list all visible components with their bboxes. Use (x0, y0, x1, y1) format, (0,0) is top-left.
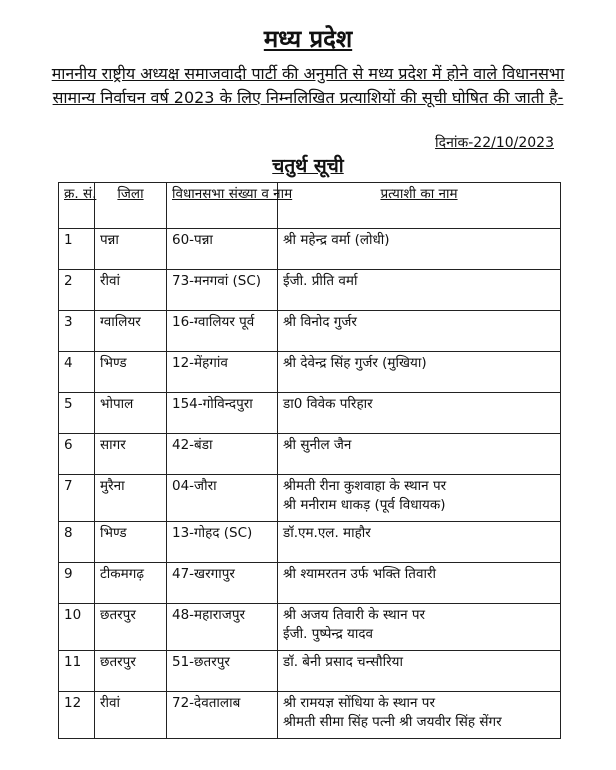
row-constituency-cell: 154-गोविन्दपुरा (167, 393, 278, 434)
row-district-cell: भिण्ड (95, 522, 167, 563)
row-constituency-cell: 47-खरगापुर (167, 563, 278, 604)
candidate-name-line: डॉ. बेनी प्रसाद चन्सौरिया (283, 654, 403, 670)
candidate-name-line: डा0 विवेक परिहार (283, 396, 373, 412)
table-row (59, 604, 561, 651)
row-sn-cell: 10 (59, 604, 95, 651)
table-row (59, 311, 561, 352)
row-candidate-cell (278, 651, 561, 692)
row-sn-cell: 5 (59, 393, 95, 434)
candidate-name-line: ईजी. पुष्पेन्द्र यादव (283, 626, 374, 642)
row-sn-cell: 8 (59, 522, 95, 563)
header-candidate: प्रत्याशी का नाम (278, 183, 561, 229)
header-constituency: विधानसभा संख्या व नाम (167, 183, 278, 229)
header-sn: क्र. सं. (59, 183, 95, 229)
document-title: मध्य प्रदेश (263, 25, 353, 53)
row-sn-cell: 6 (59, 434, 95, 475)
table-row (59, 692, 561, 739)
row-candidate-cell (278, 692, 561, 739)
table-body (59, 229, 561, 739)
candidate-table (58, 182, 561, 739)
table-row (59, 352, 561, 393)
row-constituency-cell: 72-देवतालाब (167, 692, 278, 739)
row-constituency-cell: 60-पन्ना (167, 229, 278, 270)
row-candidate-cell (278, 229, 561, 270)
candidate-name-line: श्री मनीराम धाकड़ (पूर्व विधायक) (283, 497, 446, 513)
row-district-cell: छतरपुर (95, 604, 167, 651)
candidate-name-line: श्रीमती सीमा सिंह पत्नी श्री जयवीर सिंह सेंगर (283, 714, 502, 730)
row-constituency-cell: 13-गोहद (SC) (167, 522, 278, 563)
row-constituency-cell: 12-मेंहगांव (167, 352, 278, 393)
candidate-name-line: श्री रामयज्ञ सोंधिया के स्थान पर (283, 695, 435, 711)
row-sn-cell: 11 (59, 651, 95, 692)
table-row (59, 270, 561, 311)
candidate-name-line: श्री विनोद गुर्जर (283, 314, 357, 330)
row-constituency-cell: 04-जौरा (167, 475, 278, 522)
candidate-name-line: श्री महेन्द्र वर्मा (लोधी) (283, 232, 390, 248)
intro-text: माननीय राष्ट्रीय अध्यक्ष समाजवादी पार्टी की अनुमति से मध्य प्रदेश में होने वाले विधानसभा सामान्य निर्वाचन वर्ष 2023 के लिए निम्नलिखित प्रत्याशियों की सूची घोषित की जाती है- (51, 64, 565, 107)
table-row (59, 229, 561, 270)
row-candidate-cell (278, 393, 561, 434)
table-header-row (59, 183, 561, 229)
row-candidate-cell (278, 311, 561, 352)
row-constituency-cell: 73-मनगवां (SC) (167, 270, 278, 311)
row-candidate-cell (278, 604, 561, 651)
header-district: जिला (95, 183, 167, 229)
row-district-cell: रीवां (95, 692, 167, 739)
table-row (59, 475, 561, 522)
candidate-name-line: डॉ.एम.एल. माहौर (283, 525, 371, 541)
table-row (59, 522, 561, 563)
row-sn-cell: 4 (59, 352, 95, 393)
row-district-cell: भिण्ड (95, 352, 167, 393)
row-candidate-cell (278, 270, 561, 311)
table-row (59, 651, 561, 692)
row-sn-cell: 3 (59, 311, 95, 352)
row-candidate-cell (278, 352, 561, 393)
row-district-cell: ग्वालियर (95, 311, 167, 352)
row-district-cell: रीवां (95, 270, 167, 311)
row-sn-cell: 1 (59, 229, 95, 270)
candidate-name-line: श्री देवेन्द्र सिंह गुर्जर (मुखिया) (283, 355, 427, 371)
row-constituency-cell: 48-महाराजपुर (167, 604, 278, 651)
row-candidate-cell (278, 563, 561, 604)
row-constituency-cell: 16-ग्वालियर पूर्व (167, 311, 278, 352)
table-row (59, 563, 561, 604)
row-district-cell: टीकमगढ़ (95, 563, 167, 604)
row-candidate-cell (278, 475, 561, 522)
row-district-cell: मुरैना (95, 475, 167, 522)
row-candidate-cell (278, 522, 561, 563)
row-sn-cell: 7 (59, 475, 95, 522)
candidate-name-line: श्री श्यामरतन उर्फ भक्ति तिवारी (283, 566, 437, 582)
list-subtitle: चतुर्थ सूची (272, 155, 344, 177)
row-district-cell: सागर (95, 434, 167, 475)
candidate-name-line: श्री अजय तिवारी के स्थान पर (283, 607, 426, 623)
row-district-cell: भोपाल (95, 393, 167, 434)
row-sn-cell: 2 (59, 270, 95, 311)
table-row (59, 393, 561, 434)
candidate-name-line: श्री सुनील जैन (283, 437, 352, 453)
row-district-cell: छतरपुर (95, 651, 167, 692)
row-district-cell: पन्ना (95, 229, 167, 270)
row-constituency-cell: 51-छतरपुर (167, 651, 278, 692)
candidate-name-line: ईजी. प्रीति वर्मा (283, 273, 358, 289)
row-sn-cell: 12 (59, 692, 95, 739)
table-row (59, 434, 561, 475)
document-date: दिनांक-22/10/2023 (435, 135, 554, 151)
row-candidate-cell (278, 434, 561, 475)
row-sn-cell: 9 (59, 563, 95, 604)
row-constituency-cell: 42-बंडा (167, 434, 278, 475)
candidate-name-line: श्रीमती रीना कुशवाहा के स्थान पर (283, 478, 447, 494)
